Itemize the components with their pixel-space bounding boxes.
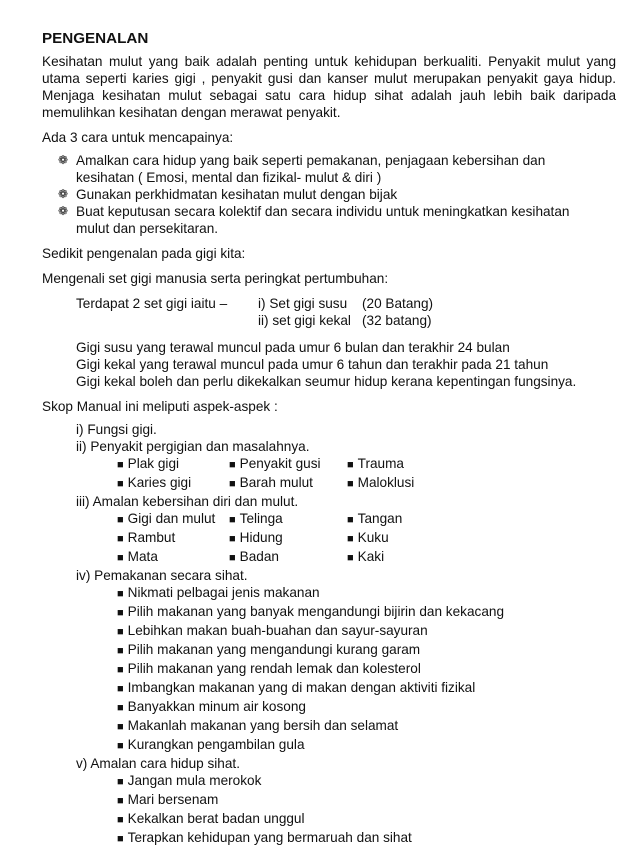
square-bullet-icon: ■ — [117, 702, 124, 714]
square-bullet-icon: ■ — [117, 664, 124, 676]
square-bullet-icon: ■ — [229, 533, 236, 545]
list-item — [42, 152, 616, 186]
list-item: ■ Pilih makanan yang rendah lemak dan kolesterol — [117, 661, 421, 676]
growth-lines — [42, 339, 616, 390]
scope-item: i) Fungsi gigi. — [76, 422, 157, 437]
square-bullet-icon: ■ — [347, 533, 354, 545]
scope-row: ■ Gigi dan mulut ■ Telinga ■ Tangan — [117, 511, 403, 526]
set1-name: i) Set gigi susu — [258, 296, 348, 311]
scope-heading: Skop Manual ini meliputi aspek-aspek : — [42, 399, 278, 414]
flower-bullet-icon: ❁ — [58, 187, 69, 201]
list-item-line: kesihatan ( Emosi, mental dan fizikal- mulut & diri ) — [76, 170, 382, 185]
growth-line: Gigi kekal boleh dan perlu dikekalkan seumur hidup kerana kepentingan fungsinya. — [76, 374, 577, 389]
list-item-line: mulut dan persekitaran. — [76, 221, 219, 236]
set2-count: (32 batang) — [362, 313, 432, 328]
scope-item: iii) Amalan kebersihan diri dan mulut. — [76, 494, 299, 509]
list-item: ■ Terapkan kehidupan yang bermaruah dan sihat — [117, 830, 412, 845]
square-bullet-icon: ■ — [117, 607, 124, 619]
scope-row: ■ Plak gigi ■ Penyakit gusi ■ Trauma — [117, 456, 404, 471]
set-row — [76, 312, 616, 329]
square-bullet-icon: ■ — [347, 552, 354, 564]
list-item-line: Gunakan perkhidmatan kesihatan mulut dengan bijak — [76, 187, 398, 202]
list-item: ■ Lebihkan makan buah-buahan dan sayur-sayuran — [117, 623, 428, 638]
sets-lead: Terdapat 2 set gigi iaitu – — [76, 296, 228, 311]
square-bullet-icon: ■ — [117, 740, 124, 752]
flower-bullet-icon: ❁ — [58, 153, 69, 167]
ways-heading: Ada 3 cara untuk mencapainya: — [42, 130, 234, 145]
list-item-line: Amalkan cara hidup yang baik seperti pemakanan, penjagaan kebersihan dan — [76, 153, 546, 168]
square-bullet-icon: ■ — [347, 459, 354, 471]
square-bullet-icon: ■ — [117, 683, 124, 695]
list-item: ■ Mari bersenam — [117, 792, 219, 807]
scope-item: iv) Pemakanan secara sihat. — [76, 568, 248, 583]
page-title: PENGENALAN — [42, 30, 149, 47]
list-item — [42, 186, 616, 203]
scope-row: ■ Karies gigi ■ Barah mulut ■ Maloklusi — [117, 475, 415, 490]
list-item: ■ Jangan mula merokok — [117, 773, 262, 788]
list-item: ■ Banyakkan minum air kosong — [117, 699, 306, 714]
square-bullet-icon: ■ — [117, 459, 124, 471]
square-bullet-icon: ■ — [229, 478, 236, 490]
square-bullet-icon: ■ — [347, 514, 354, 526]
list-item: ■ Makanlah makanan yang bersih dan selamat — [117, 718, 399, 733]
scope-item: v) Amalan cara hidup sihat. — [76, 756, 240, 771]
square-bullet-icon: ■ — [117, 514, 124, 526]
list-item: ■ Nikmati pelbagai jenis makanan — [117, 585, 320, 600]
teeth-sets-heading: Mengenali set gigi manusia serta peringkat pertumbuhan: — [42, 271, 389, 286]
square-bullet-icon: ■ — [117, 626, 124, 638]
teeth-intro: Sedikit pengenalan pada gigi kita: — [42, 246, 246, 261]
square-bullet-icon: ■ — [347, 478, 354, 490]
document-page — [42, 30, 616, 848]
list-item — [42, 203, 616, 237]
square-bullet-icon: ■ — [229, 514, 236, 526]
intro-paragraph: Kesihatan mulut yang baik adalah penting untuk kehidupan berkualiti. Penyakit mulut yang utama seperti karies gigi , penyakit gusi dan kanser mulut merupakan penyakit gaya hidup. Menjaga kesihatan mulut sebagai satu cara hidup sihat adalah jauh lebih baik daripada memulihkan kesihatan dengan merawat penyakit. — [42, 54, 616, 120]
square-bullet-icon: ■ — [117, 721, 124, 733]
square-bullet-icon: ■ — [229, 459, 236, 471]
list-item: ■ Kekalkan berat badan unggul — [117, 811, 305, 826]
list-item: ■ Pilih makanan yang banyak mengandungi bijirin dan kekacang — [117, 604, 504, 619]
list-item: ■ Pilih makanan yang mengandungi kurang garam — [117, 642, 421, 657]
growth-line: Gigi susu yang terawal muncul pada umur 6 bulan dan terakhir 24 bulan — [76, 340, 510, 355]
flower-bullet-icon: ❁ — [58, 204, 69, 218]
teeth-sets — [42, 295, 616, 329]
set-row — [76, 295, 616, 312]
square-bullet-icon: ■ — [117, 552, 124, 564]
list-item-line: Buat keputusan secara kolektif dan secara individu untuk meningkatkan kesihatan — [76, 204, 570, 219]
list-item: ■ Kurangkan pengambilan gula — [117, 737, 305, 752]
set1-count: (20 Batang) — [362, 296, 434, 311]
square-bullet-icon: ■ — [117, 814, 124, 826]
square-bullet-icon: ■ — [117, 533, 124, 545]
square-bullet-icon: ■ — [117, 833, 124, 845]
list-item: ■ Imbangkan makanan yang di makan dengan aktiviti fizikal — [117, 680, 476, 695]
scope-list — [42, 421, 616, 848]
growth-line: Gigi kekal yang terawal muncul pada umur 6 tahun dan terakhir pada 21 tahun — [76, 357, 549, 372]
square-bullet-icon: ■ — [117, 776, 124, 788]
ways-list — [42, 152, 616, 237]
scope-item: ii) Penyakit pergigian dan masalahnya. — [76, 439, 310, 454]
scope-row: ■ Rambut ■ Hidung ■ Kuku — [117, 530, 389, 545]
set2-name: ii) set gigi kekal — [258, 313, 351, 328]
square-bullet-icon: ■ — [117, 588, 124, 600]
scope-row: ■ Mata ■ Badan ■ Kaki — [117, 549, 385, 564]
square-bullet-icon: ■ — [117, 795, 124, 807]
square-bullet-icon: ■ — [229, 552, 236, 564]
square-bullet-icon: ■ — [117, 645, 124, 657]
square-bullet-icon: ■ — [117, 478, 124, 490]
